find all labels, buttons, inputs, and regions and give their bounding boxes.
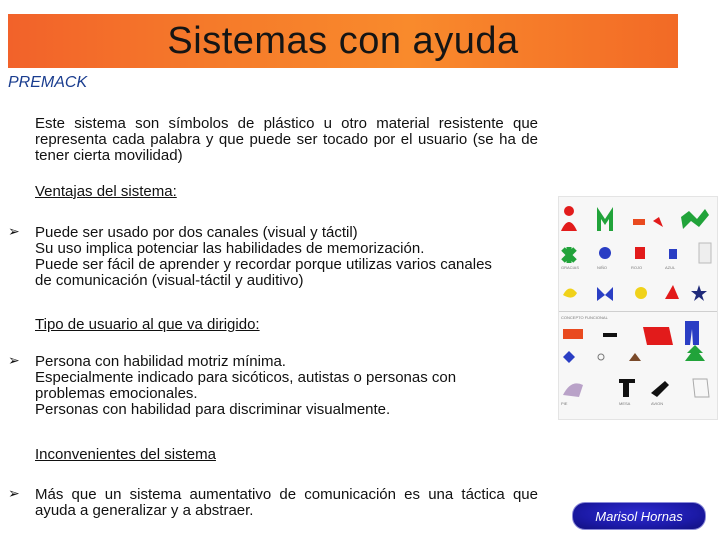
intro-paragraph: Este sistema son símbolos de plástico u otro material resistente que representa cada palabra y que puede ser tocado por el usuario (se ha de tener cierta movilidad) bbox=[35, 115, 538, 164]
symbol-blue-figure-icon bbox=[599, 247, 611, 259]
slide-subtitle: PREMACK bbox=[8, 74, 88, 91]
svg-text:PIE: PIE bbox=[561, 401, 568, 406]
svg-text:MESA: MESA bbox=[619, 401, 631, 406]
section-heading-tipo-usuario: Tipo de usuario al que va dirigido: bbox=[35, 316, 260, 333]
symbol-ribbon-icon bbox=[653, 217, 663, 227]
symbol-yellow-blob-icon bbox=[563, 288, 577, 297]
list-item: Puede ser fácil de aprender y recordar porque utilizas varios canales de comunicación (visual-táctil y auditivo) bbox=[35, 256, 492, 289]
svg-text:ROJO: ROJO bbox=[631, 265, 643, 270]
list-item: Puede ser usado por dos canales (visual y táctil) bbox=[35, 224, 358, 241]
list-item: Especialmente indicado para sicóticos, autistas o personas con problemas emocionales. bbox=[35, 369, 457, 402]
symbol-grey-box-icon bbox=[699, 243, 711, 263]
premack-symbols-image bbox=[558, 196, 718, 420]
symbol-black-arrow-icon bbox=[651, 381, 669, 397]
section-tipo-usuario-body bbox=[35, 354, 538, 418]
list-item: Su uso implica potenciar las habilidades de memorización. bbox=[35, 240, 425, 257]
symbol-tree-icon bbox=[685, 345, 705, 361]
symbol-small-triangle-icon bbox=[629, 353, 641, 361]
list-item: Persona con habilidad motriz mínima. bbox=[35, 353, 286, 370]
premack-symbols-graphic bbox=[559, 197, 717, 419]
symbol-grey-shoe-icon bbox=[563, 383, 583, 397]
symbol-red-square-icon bbox=[635, 247, 645, 259]
symbol-small-bar-icon bbox=[633, 219, 645, 225]
symbol-black-hat-icon bbox=[603, 333, 617, 337]
arrow-bullet-icon: ➢ bbox=[8, 224, 20, 240]
section-inconvenientes-body: Más que un sistema aumentativo de comunicación es una táctica que ayuda a generalizar y a abstraer. bbox=[35, 486, 538, 519]
svg-text:CONCEPTO FUNCIONAL: CONCEPTO FUNCIONAL bbox=[561, 315, 608, 320]
symbol-m-shape-icon bbox=[597, 207, 613, 231]
svg-text:AVION: AVION bbox=[651, 401, 664, 406]
symbol-asterisk-icon bbox=[563, 247, 575, 263]
arrow-bullet-icon: ➢ bbox=[8, 353, 20, 369]
slide-title: Sistemas con ayuda bbox=[167, 19, 519, 62]
symbol-red-triangle-icon bbox=[665, 285, 679, 299]
symbol-yellow-circle-icon bbox=[635, 287, 647, 299]
svg-text:NIÑO: NIÑO bbox=[597, 265, 607, 270]
symbol-person-icon bbox=[561, 206, 577, 231]
arrow-bullet-icon: ➢ bbox=[8, 486, 20, 502]
symbol-wave-icon bbox=[681, 209, 709, 229]
section-ventajas-body bbox=[35, 225, 538, 289]
symbol-small-ring-icon bbox=[598, 354, 604, 360]
section-heading-ventajas: Ventajas del sistema: bbox=[35, 183, 177, 200]
author-badge bbox=[572, 502, 706, 530]
symbol-green-diamond-icon bbox=[563, 351, 575, 363]
author-name: Marisol Hornas bbox=[595, 508, 683, 524]
symbol-blue-bar-icon bbox=[669, 249, 677, 259]
section-heading-inconvenientes: Inconvenientes del sistema bbox=[35, 446, 216, 463]
symbol-blue-bow-icon bbox=[597, 287, 613, 301]
symbol-star-icon bbox=[691, 285, 707, 301]
list-item: Personas con habilidad para discriminar visualmente. bbox=[35, 401, 391, 418]
title-bar bbox=[8, 14, 678, 68]
symbol-black-t-icon bbox=[619, 379, 635, 397]
svg-text:GRACIAS: GRACIAS bbox=[561, 265, 580, 270]
symbol-outline-shape-icon bbox=[693, 379, 709, 397]
symbol-blue-legs-icon bbox=[685, 321, 699, 345]
symbol-comb-icon bbox=[563, 329, 583, 339]
svg-text:AZUL: AZUL bbox=[665, 265, 676, 270]
symbol-red-trapezoid-icon bbox=[643, 327, 673, 345]
